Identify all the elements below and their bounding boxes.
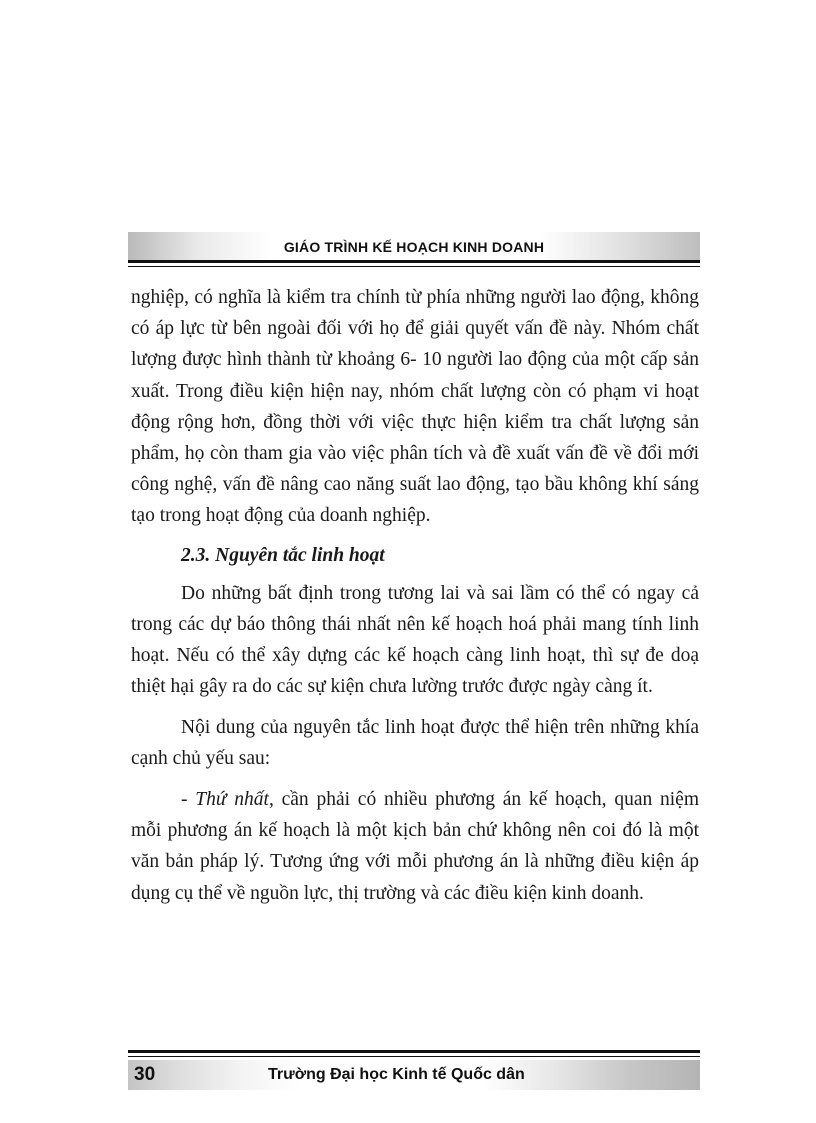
paragraph-uncertainty: Do những bất định trong tương lai và sai lầm có thể có ngay cả trong các dự báo thông thái nhất nên kế hoạch hoá phải mang tính linh hoạt. Nếu có thể xây dựng các kế hoạch càng linh hoạt, thì sự đe doạ thiệt hại gây ra do các sự kiện chưa lường trước được ngày càng ít. bbox=[131, 582, 699, 698]
header-title: GIÁO TRÌNH KẾ HOẠCH KINH DOANH bbox=[283, 239, 545, 255]
footer-title: Trường Đại học Kinh tế Quốc dân bbox=[268, 1066, 525, 1083]
footer-rule bbox=[128, 1050, 700, 1053]
first-point-label: Thứ nhất, bbox=[195, 789, 274, 811]
header-rule bbox=[128, 260, 700, 263]
page-body bbox=[131, 282, 699, 909]
first-point-text: cần phải có nhiều phương án kế hoạch, quan niệm mỗi phương án kế hoạch là một kịch bản chứ không nên coi đó là một văn bản pháp lý. Tương ứng với mỗi phương án là những điều kiện áp dụng cụ thể về nguồn lực, thị trường và các điều kiện kinh doanh. bbox=[131, 789, 699, 904]
page-number: 30 bbox=[134, 1064, 156, 1085]
paragraph-principle-content: Nội dung của nguyên tắc linh hoạt được thể hiện trên những khía cạnh chủ yếu sau: bbox=[131, 716, 699, 769]
list-dash: - bbox=[181, 789, 196, 811]
section-heading: 2.3. Nguyên tắc linh hoạt bbox=[181, 544, 385, 566]
header-rule-thin bbox=[128, 266, 700, 267]
running-footer bbox=[128, 1060, 700, 1090]
running-header bbox=[128, 232, 700, 260]
paragraph-continuation: nghiệp, có nghĩa là kiểm tra chính từ phía những người lao động, không có áp lực từ bên ngoài đối với họ để giải quyết vấn đề này. Nhóm chất lượng được hình thành từ khoảng 6- 10 người lao động của một cấp sản xuất. Trong điều kiện hiện nay, nhóm chất lượng còn có phạm vi hoạt động rộng hơn, đồng thời với việc thực hiện kiểm tra chất lượng sản phẩm, họ còn tham gia vào việc phân tích và đề xuất vấn đề về đổi mới công nghệ, vấn đề nâng cao năng suất lao động, tạo bầu không khí sáng tạo trong hoạt động của doanh nghiệp. bbox=[131, 287, 699, 527]
footer-rule-thin bbox=[128, 1056, 700, 1057]
paragraph-first-point bbox=[131, 784, 699, 909]
